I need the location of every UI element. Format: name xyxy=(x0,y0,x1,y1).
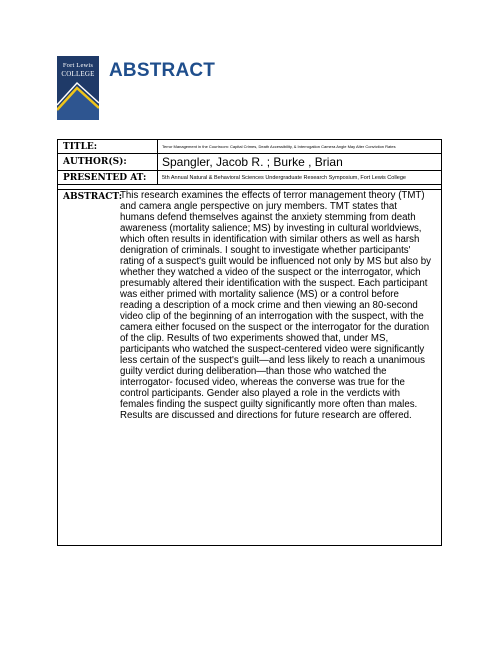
abstract-line: awareness (mortality salience; MS) by investing in cultural worldviews, xyxy=(120,223,422,234)
title-row xyxy=(58,140,441,154)
abstract-line: and camera angle perspective on jury members. TMT states that xyxy=(120,201,397,212)
abstract-line: video clip of the beginning of an interrogation with the suspect, with the xyxy=(120,311,424,322)
abstract-label: ABSTRACT: xyxy=(63,192,123,202)
abstract-line: females finding the suspect guilty significantly more often than males. xyxy=(120,399,418,410)
author-row xyxy=(58,154,441,171)
abstract-line: was either primed with mortality salience (MS) or a control before xyxy=(120,289,399,300)
presented-row xyxy=(58,171,441,185)
author-label: AUTHOR(S): xyxy=(58,154,158,170)
logo-line-2: COLLEGE xyxy=(61,70,95,78)
abstract-line: camera either focused on the suspect or the interrogator for the duration xyxy=(120,322,430,333)
abstract-line: Results are discussed and directions for future research are offered. xyxy=(120,410,412,421)
abstract-line: reading a description of a mock crime and then viewing an 80-second xyxy=(120,300,418,311)
abstract-line: guilty verdict during deliberation—than those who watched the xyxy=(120,366,387,377)
abstract-line: control participants. Gender also played a role in the verdicts with xyxy=(120,388,401,399)
abstract-line: whether they watched a video of the suspect or the interrogator, which xyxy=(120,267,421,278)
abstract-line: less certain of the suspect's guilt—and less likely to reach a unanimous xyxy=(120,355,426,366)
presented-value: 5th Annual Natural & Behavioral Sciences Undergraduate Research Symposium, Fort Lewis College xyxy=(162,174,406,181)
title-label: TITLE: xyxy=(58,140,158,153)
abstract-line: presumably altered their identification with the suspect. Each participant xyxy=(120,278,428,289)
abstract-line: This research examines the effects of terror management theory (TMT) xyxy=(120,190,425,201)
abstract-line: rating of a suspect's guilt would be influenced not only by MS but also by xyxy=(120,256,431,267)
abstract-line: participants who watched the suspect-centered video were significantly xyxy=(120,344,425,355)
abstract-line: humans defend themselves against the anxiety stemming from death xyxy=(120,212,416,223)
abstract-form xyxy=(57,139,442,546)
mountain-icon xyxy=(57,56,99,120)
abstract-line: denigration of criminals. I sought to investigate whether participants' xyxy=(120,245,411,256)
abstract-line: which often results in identification with similar others as well as harsh xyxy=(120,234,420,245)
abstract-line: of the clip. Results of two experiments showed that, under MS, xyxy=(120,333,389,344)
abstract-line: interrogator- focused video, whereas the converse was true for the xyxy=(120,377,405,388)
logo-line-1: Fort Lewis xyxy=(62,62,94,69)
author-value: Spangler, Jacob R. ; Burke , Brian xyxy=(162,155,343,169)
presented-label: PRESENTED AT: xyxy=(58,171,158,184)
page-heading: ABSTRACT xyxy=(109,60,216,81)
abstract-text xyxy=(64,190,434,421)
title-value: Terror Management in the Courtroom: Capital Crimes, Death Accessibility, & Interrogation Camera Angle May Alter Conviction Rates xyxy=(162,144,396,149)
college-logo xyxy=(57,56,99,120)
